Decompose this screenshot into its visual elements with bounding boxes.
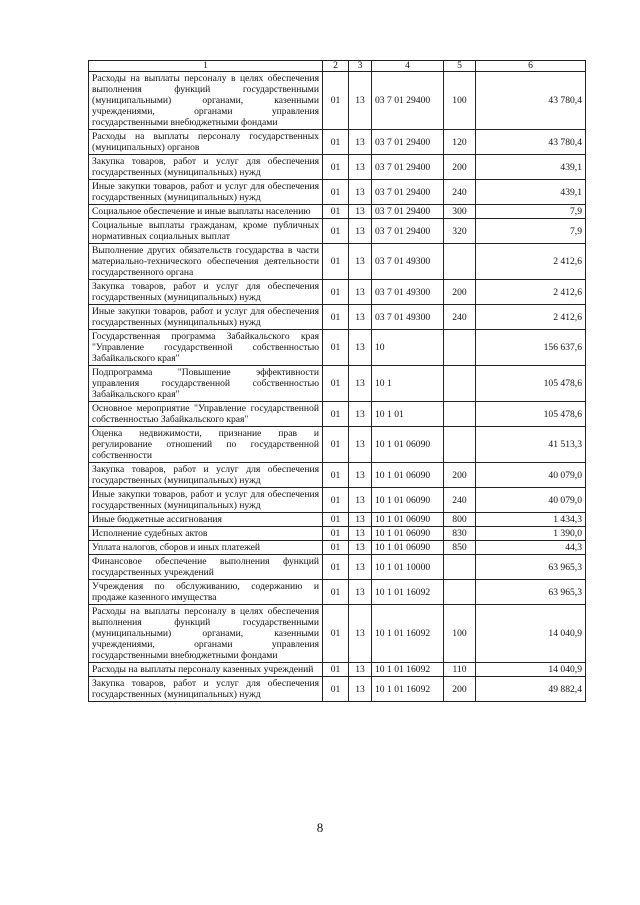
expense-type-cell: [444, 580, 476, 605]
target-article-cell: 10 1: [372, 366, 444, 402]
expense-type-cell: [444, 555, 476, 580]
expense-type-cell: [444, 244, 476, 280]
target-article-cell: 10 1 01 06090: [372, 488, 444, 513]
page-number: 8: [316, 820, 324, 835]
expense-name-cell: Социальное обеспечение и иные выплаты населению: [89, 205, 323, 219]
table-row: [89, 244, 586, 280]
column-header: 5: [444, 61, 476, 72]
target-article-cell: 03 7 01 49300: [372, 305, 444, 330]
amount-cell: 105 478,6: [476, 402, 586, 427]
subsection-code-cell: 13: [349, 427, 372, 463]
amount-cell: 63 965,3: [476, 580, 586, 605]
expense-type-cell: 320: [444, 219, 476, 244]
table-row: [89, 180, 586, 205]
table-row: [89, 130, 586, 155]
subsection-code-cell: 13: [349, 541, 372, 555]
expense-name-cell: Расходы на выплаты персоналу в целях обеспечения выполнения функций государственными (муниципальными) органами, казенными учреждениями, органами управления государственными внебюджетными фондами: [89, 72, 323, 130]
table-row: [89, 527, 586, 541]
amount-cell: 7,9: [476, 219, 586, 244]
section-code-cell: 01: [323, 244, 349, 280]
target-article-cell: 10 1 01 06090: [372, 513, 444, 527]
table-row: [89, 580, 586, 605]
section-code-cell: 01: [323, 280, 349, 305]
target-article-cell: 10 1 01: [372, 402, 444, 427]
subsection-code-cell: 13: [349, 677, 372, 702]
expense-name-cell: Расходы на выплаты персоналу государственных (муниципальных) органов: [89, 130, 323, 155]
expense-type-cell: 300: [444, 205, 476, 219]
column-header: 4: [372, 61, 444, 72]
table-row: [89, 366, 586, 402]
expense-name-cell: Расходы на выплаты персоналу в целях обеспечения выполнения функций государственными (муниципальными) органами, казенными учреждениями, органами управления государственными внебюджетными фондами: [89, 605, 323, 663]
section-code-cell: 01: [323, 330, 349, 366]
subsection-code-cell: 13: [349, 72, 372, 130]
subsection-code-cell: 13: [349, 305, 372, 330]
table-row: [89, 402, 586, 427]
table-row: [89, 677, 586, 702]
target-article-cell: 10 1 01 16092: [372, 677, 444, 702]
section-code-cell: 01: [323, 677, 349, 702]
column-header: 3: [349, 61, 372, 72]
subsection-code-cell: 13: [349, 330, 372, 366]
expense-type-cell: [444, 330, 476, 366]
amount-cell: 439,1: [476, 180, 586, 205]
amount-cell: 49 882,4: [476, 677, 586, 702]
target-article-cell: 03 7 01 49300: [372, 280, 444, 305]
column-header: 6: [476, 61, 586, 72]
subsection-code-cell: 13: [349, 219, 372, 244]
amount-cell: 1 434,3: [476, 513, 586, 527]
section-code-cell: 01: [323, 155, 349, 180]
subsection-code-cell: 13: [349, 244, 372, 280]
target-article-cell: 10 1 01 06090: [372, 463, 444, 488]
table-row: [89, 488, 586, 513]
target-article-cell: 10 1 01 06090: [372, 527, 444, 541]
target-article-cell: 03 7 01 29400: [372, 130, 444, 155]
expense-name-cell: Финансовое обеспечение выполнения функций государственных учреждений: [89, 555, 323, 580]
target-article-cell: 10: [372, 330, 444, 366]
subsection-code-cell: 13: [349, 180, 372, 205]
expense-name-cell: Иные закупки товаров, работ и услуг для обеспечения государственных (муниципальных) нужд: [89, 488, 323, 513]
subsection-code-cell: 13: [349, 513, 372, 527]
section-code-cell: 01: [323, 527, 349, 541]
amount-cell: 43 780,4: [476, 72, 586, 130]
subsection-code-cell: 13: [349, 130, 372, 155]
expense-type-cell: [444, 366, 476, 402]
expense-type-cell: 850: [444, 541, 476, 555]
amount-cell: 105 478,6: [476, 366, 586, 402]
subsection-code-cell: 13: [349, 555, 372, 580]
target-article-cell: 10 1 01 10000: [372, 555, 444, 580]
expense-name-cell: Иные закупки товаров, работ и услуг для обеспечения государственных (муниципальных) нужд: [89, 180, 323, 205]
table-row: [89, 330, 586, 366]
expense-name-cell: Социальные выплаты гражданам, кроме публичных нормативных социальных выплат: [89, 219, 323, 244]
subsection-code-cell: 13: [349, 280, 372, 305]
table-row: [89, 427, 586, 463]
expense-name-cell: Иные бюджетные ассигнования: [89, 513, 323, 527]
expense-name-cell: Выполнение других обязательств государства в части материально-технического обеспечения деятельности государственного органа: [89, 244, 323, 280]
table-row: [89, 605, 586, 663]
subsection-code-cell: 13: [349, 366, 372, 402]
amount-cell: 1 390,0: [476, 527, 586, 541]
amount-cell: 7,9: [476, 205, 586, 219]
table-row: [89, 219, 586, 244]
target-article-cell: 10 1 01 06090: [372, 427, 444, 463]
section-code-cell: 01: [323, 427, 349, 463]
table-row: [89, 555, 586, 580]
section-code-cell: 01: [323, 305, 349, 330]
amount-cell: 40 079,0: [476, 463, 586, 488]
expense-type-cell: [444, 402, 476, 427]
target-article-cell: 10 1 01 06090: [372, 541, 444, 555]
expense-name-cell: Оценка недвижимости, признание прав и регулирование отношений по государственной собственности: [89, 427, 323, 463]
expense-name-cell: Иные закупки товаров, работ и услуг для обеспечения государственных (муниципальных) нужд: [89, 305, 323, 330]
expense-name-cell: Исполнение судебных актов: [89, 527, 323, 541]
subsection-code-cell: 13: [349, 205, 372, 219]
expense-type-cell: [444, 427, 476, 463]
amount-cell: 439,1: [476, 155, 586, 180]
expense-type-cell: 240: [444, 488, 476, 513]
amount-cell: 2 412,6: [476, 280, 586, 305]
section-code-cell: 01: [323, 180, 349, 205]
subsection-code-cell: 13: [349, 463, 372, 488]
expense-type-cell: 200: [444, 463, 476, 488]
section-code-cell: 01: [323, 513, 349, 527]
column-header: 2: [323, 61, 349, 72]
expense-name-cell: Расходы на выплаты персоналу казенных учреждений: [89, 663, 323, 677]
section-code-cell: 01: [323, 488, 349, 513]
table-row: [89, 541, 586, 555]
expense-name-cell: Закупка товаров, работ и услуг для обеспечения государственных (муниципальных) нужд: [89, 155, 323, 180]
target-article-cell: 10 1 01 16092: [372, 663, 444, 677]
expense-name-cell: Подпрограмма "Повышение эффективности управления государственной собственностью Забайкальского края": [89, 366, 323, 402]
table-row: [89, 205, 586, 219]
table-row: [89, 72, 586, 130]
subsection-code-cell: 13: [349, 527, 372, 541]
section-code-cell: 01: [323, 580, 349, 605]
subsection-code-cell: 13: [349, 488, 372, 513]
expense-type-cell: 120: [444, 130, 476, 155]
section-code-cell: 01: [323, 402, 349, 427]
expense-name-cell: Уплата налогов, сборов и иных платежей: [89, 541, 323, 555]
expense-type-cell: 240: [444, 305, 476, 330]
expense-type-cell: 100: [444, 72, 476, 130]
amount-cell: 63 965,3: [476, 555, 586, 580]
amount-cell: 2 412,6: [476, 305, 586, 330]
subsection-code-cell: 13: [349, 402, 372, 427]
expense-name-cell: Закупка товаров, работ и услуг для обеспечения государственных (муниципальных) нужд: [89, 463, 323, 488]
section-code-cell: 01: [323, 463, 349, 488]
section-code-cell: 01: [323, 663, 349, 677]
table-row: [89, 463, 586, 488]
section-code-cell: 01: [323, 605, 349, 663]
expense-name-cell: Основное мероприятие "Управление государственной собственностью Забайкальского края": [89, 402, 323, 427]
target-article-cell: 10 1 01 16092: [372, 605, 444, 663]
budget-table: [88, 60, 586, 702]
column-header: 1: [89, 61, 323, 72]
section-code-cell: 01: [323, 72, 349, 130]
expense-type-cell: 200: [444, 677, 476, 702]
expense-name-cell: Закупка товаров, работ и услуг для обеспечения государственных (муниципальных) нужд: [89, 677, 323, 702]
subsection-code-cell: 13: [349, 605, 372, 663]
subsection-code-cell: 13: [349, 580, 372, 605]
section-code-cell: 01: [323, 219, 349, 244]
table-row: [89, 663, 586, 677]
expense-type-cell: 110: [444, 663, 476, 677]
amount-cell: 44,3: [476, 541, 586, 555]
target-article-cell: 03 7 01 29400: [372, 205, 444, 219]
target-article-cell: 03 7 01 29400: [372, 219, 444, 244]
subsection-code-cell: 13: [349, 155, 372, 180]
expense-type-cell: 200: [444, 155, 476, 180]
subsection-code-cell: 13: [349, 663, 372, 677]
section-code-cell: 01: [323, 366, 349, 402]
table-row: [89, 513, 586, 527]
amount-cell: 43 780,4: [476, 130, 586, 155]
table-header-row: [89, 61, 586, 72]
target-article-cell: 10 1 01 16092: [372, 580, 444, 605]
target-article-cell: 03 7 01 29400: [372, 180, 444, 205]
table-row: [89, 305, 586, 330]
expense-name-cell: Учреждения по обслуживанию, содержанию и продаже казенного имущества: [89, 580, 323, 605]
expense-type-cell: 200: [444, 280, 476, 305]
target-article-cell: 03 7 01 29400: [372, 72, 444, 130]
amount-cell: 41 513,3: [476, 427, 586, 463]
target-article-cell: 03 7 01 49300: [372, 244, 444, 280]
expense-type-cell: 830: [444, 527, 476, 541]
section-code-cell: 01: [323, 555, 349, 580]
table-row: [89, 280, 586, 305]
amount-cell: 40 079,0: [476, 488, 586, 513]
amount-cell: 14 040,9: [476, 605, 586, 663]
expense-type-cell: 100: [444, 605, 476, 663]
amount-cell: 2 412,6: [476, 244, 586, 280]
section-code-cell: 01: [323, 541, 349, 555]
table-body: [89, 72, 586, 702]
expense-name-cell: Государственная программа Забайкальского края "Управление государственной собственностью Забайкальского края": [89, 330, 323, 366]
expense-name-cell: Закупка товаров, работ и услуг для обеспечения государственных (муниципальных) нужд: [89, 280, 323, 305]
amount-cell: 156 637,6: [476, 330, 586, 366]
expense-type-cell: 800: [444, 513, 476, 527]
amount-cell: 14 040,9: [476, 663, 586, 677]
section-code-cell: 01: [323, 130, 349, 155]
table-row: [89, 155, 586, 180]
target-article-cell: 03 7 01 29400: [372, 155, 444, 180]
expense-type-cell: 240: [444, 180, 476, 205]
section-code-cell: 01: [323, 205, 349, 219]
